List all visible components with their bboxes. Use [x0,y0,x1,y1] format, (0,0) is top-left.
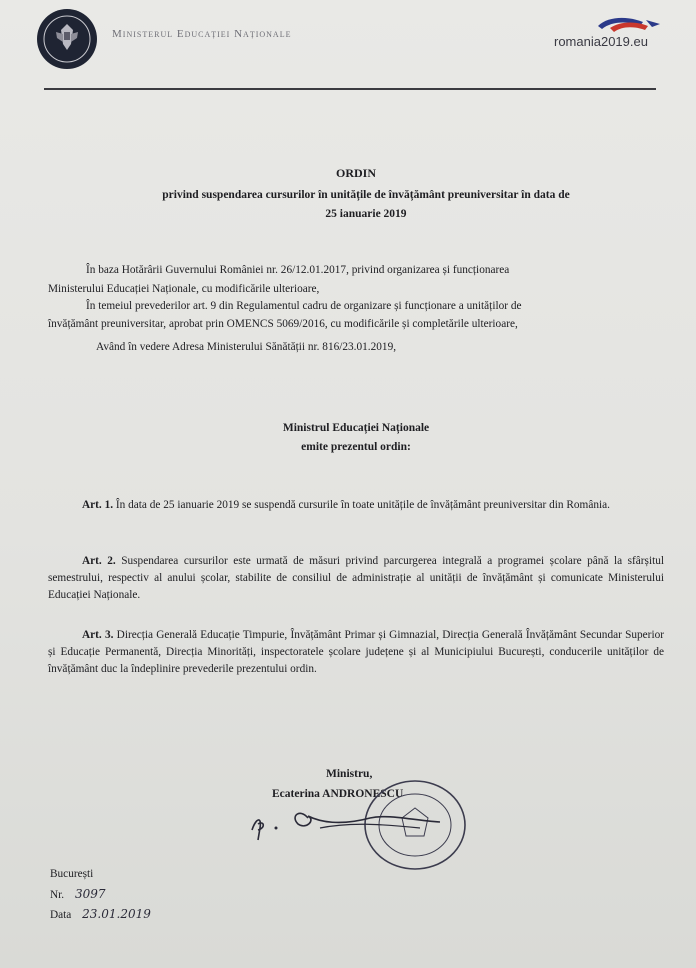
issuer-line-1: Ministrul Educației Naționale [282,422,430,434]
preamble-line-3: În temeiul prevederilor art. 9 din Regulamentul cadru de organizare și funcționare a unităților de [86,300,522,312]
preamble-line-4: învățământ preuniversitar, aprobat prin OMENCS 5069/2016, cu modificările și completările ulterioare, [48,318,518,330]
footer-date [50,906,151,924]
article-1-label: Art. 1. [82,499,114,511]
article-3-label: Art. 3. [82,629,114,641]
subtitle-line-2: 25 ianuarie 2019 [325,208,407,220]
preamble-line-5: Având în vedere Adresa Ministerului Sănătății nr. 816/23.01.2019, [96,341,397,353]
document-title: ORDIN [335,166,376,180]
footer-date-label: Data [50,909,72,921]
romania2019-logo [548,12,678,58]
flag-wave-icon [548,12,678,36]
article-2-text: Suspendarea cursurilor este urmată de măsuri privind parcurgerea integrală a programei școlare până la sfârșitul semestrului, respectiv al anului școlar, stabilite de consiliul de administrație al unității de învățământ și comunicate Ministerului Educației Naționale. [48,555,665,601]
ministry-name: Ministerul Educației Naționale [112,28,292,40]
preamble-line-1: În baza Hotărârii Guvernului României nr. 26/12.01.2017, privind organizarea și funcționarea [86,264,510,276]
footer-number [50,886,106,904]
subtitle-line-1: privind suspendarea cursurilor în unitățile de învățământ preuniversitar în data de [162,189,570,201]
ministry-crest-logo [36,8,98,70]
document-subtitle [60,186,672,224]
article-3 [48,627,664,678]
preamble-line-2: Ministerului Educației Naționale, cu modificările ulterioare, [48,283,320,295]
article-1 [48,497,664,514]
article-3-text: Direcția Generală Educație Timpurie, Învățământ Primar și Gimnazial, Direcția Generală Învățământ Secundar Superior și Educație Permanentă, Direcția Minorități, inspectoratele școlare județene și al Municipiului București, conducerile unităților de învățământ duc la îndeplinire prevederile prezentului ordin. [48,629,664,675]
footer-number-label: Nr. [50,889,65,901]
signature-role: Ministru, [326,768,373,780]
footer-city: București [50,868,94,880]
article-1-text: În data de 25 ianuarie 2019 se suspendă cursurile în toate unitățile de învățământ preuniversitar din România. [115,499,610,511]
issuer-line-2: emite prezentul ordin: [301,441,411,453]
article-2-label: Art. 2. [82,555,116,567]
footer-date-value: 23.01.2019 [82,907,151,921]
romania2019-text: romania2019.eu [554,34,648,49]
header-divider [44,88,656,90]
footer-number-value: 3097 [74,887,106,901]
signature-name: Ecaterina ANDRONESCU [272,788,404,800]
article-2 [48,553,664,604]
handwritten-signature [250,798,450,848]
